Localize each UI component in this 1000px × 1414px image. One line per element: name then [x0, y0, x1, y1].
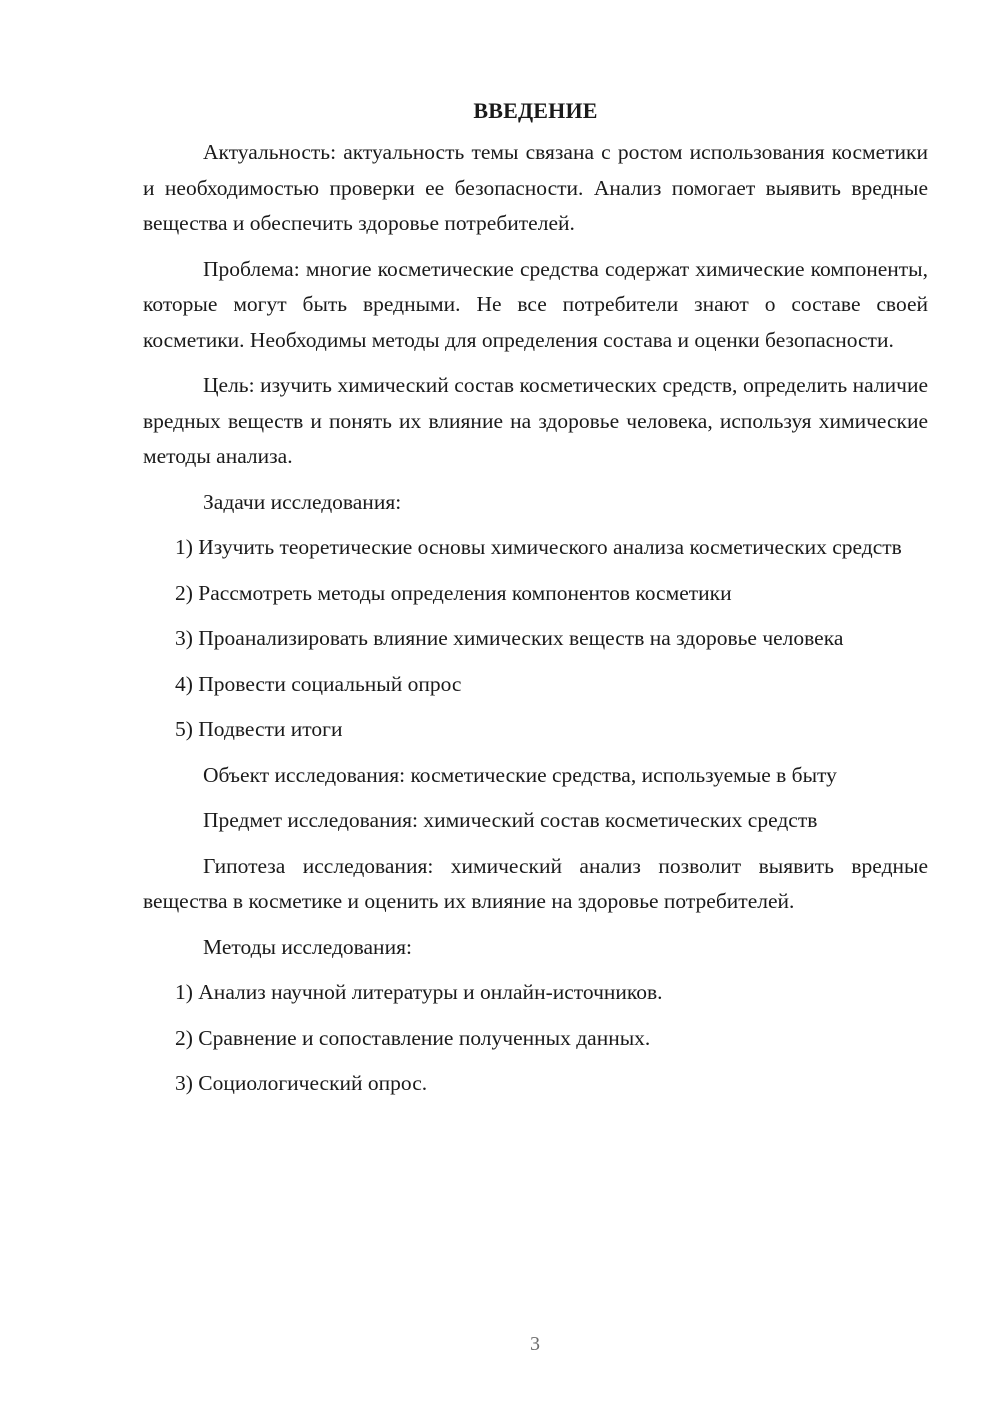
- list-item-task-3: 3) Проанализировать влияние химических веществ на здоровье человека: [175, 626, 844, 650]
- paragraph-goal: Цель: изучить химический состав косметических средств, определить наличие вредных веществ и понять их влияние на здоровье человека, используя химические методы анализа.: [143, 373, 928, 468]
- list-item-task-5: 5) Подвести итоги: [175, 717, 343, 741]
- paragraph-relevance: Актуальность: актуальность темы связана с ростом использования косметики и необходимостью проверки ее безопасности. Анализ помогает выявить вредные вещества и обеспечить здоровье потребителей.: [143, 140, 928, 235]
- list-item-method-3: 3) Социологический опрос.: [175, 1071, 428, 1095]
- document-page: [143, 93, 928, 1112]
- page-number: 3: [530, 1333, 540, 1355]
- paragraph-tasks-heading: Задачи исследования:: [203, 489, 402, 514]
- paragraph-methods-heading: Методы исследования:: [203, 934, 412, 959]
- list-item-method-2: 2) Сравнение и сопоставление полученных данных.: [175, 1025, 651, 1050]
- list-item-task-4: 4) Провести социальный опрос: [175, 671, 462, 696]
- page-title: ВВЕДЕНИЕ: [473, 98, 598, 123]
- paragraph-object: Объект исследования: косметические средства, используемые в быту: [203, 762, 837, 787]
- paragraph-hypothesis: Гипотеза исследования: химический анализ позволит выявить вредные вещества в косметике и оценить их влияние на здоровье потребителей.: [143, 853, 928, 913]
- paragraph-problem: Проблема: многие косметические средства содержат химические компоненты, которые могут быть вредными. Не все потребители знают о составе своей косметики. Необходимы методы для определения состава и оценки безопасности.: [143, 256, 928, 352]
- paragraph-subject: Предмет исследования: химический состав косметических средств: [203, 808, 818, 832]
- list-item-task-2: 2) Рассмотреть методы определения компонентов косметики: [175, 580, 732, 605]
- list-item-task-1: 1) Изучить теоретические основы химического анализа косметических средств: [175, 535, 902, 559]
- list-item-method-1: 1) Анализ научной литературы и онлайн-источников.: [175, 980, 663, 1004]
